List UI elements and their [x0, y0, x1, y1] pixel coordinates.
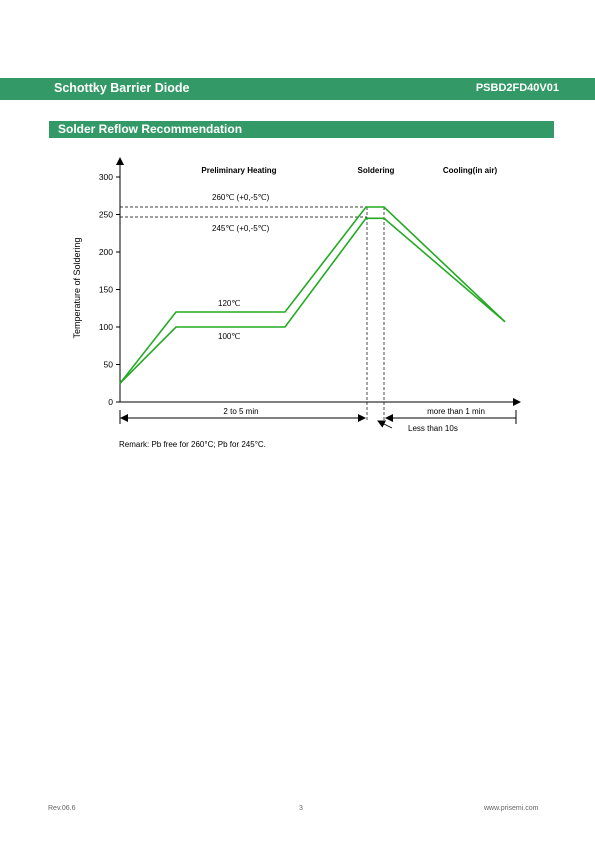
part-number: PSBD2FD40V01 [475, 82, 559, 94]
cooling-duration-label: more than 1 min [427, 407, 485, 416]
preheat-duration-label: 2 to 5 min [223, 407, 259, 416]
plateau-high-label: 120℃ [218, 299, 241, 308]
profile-line-upper [120, 207, 505, 383]
profile-line-lower [120, 218, 505, 383]
y-tick-label: 0 [108, 397, 113, 407]
y-tick-label: 150 [98, 284, 113, 295]
phase-label-preheat: Preliminary Heating [201, 166, 277, 175]
remark-note: Remark: Pb free for 260°C; Pb for 245°C. [119, 440, 266, 449]
phase-label-soldering: Soldering [357, 166, 395, 175]
phase-label-cooling: Cooling(in air) [442, 166, 498, 175]
y-tick-label: 300 [98, 172, 113, 182]
soldering-duration-label: Less than 10s [408, 424, 458, 433]
footer-url[interactable]: www.prisemi.com [484, 805, 539, 812]
profile-lines [120, 207, 505, 383]
y-tick-label: 200 [98, 247, 113, 257]
y-tick-label: 250 [98, 209, 113, 220]
y-axis-label: Temperature of Soldering [72, 237, 82, 339]
peak-high-label: 260℃ (+0,-5℃) [212, 193, 270, 202]
section-title: Solder Reflow Recommendation [58, 122, 243, 136]
y-tick-label: 50 [103, 359, 113, 370]
footer-page-number: 3 [299, 805, 303, 812]
footer-revision: Rev.06.6 [48, 805, 76, 812]
y-tick-label: 100 [98, 322, 113, 332]
y-ticks [99, 172, 120, 407]
soldering-duration-pointer [378, 421, 392, 428]
plateau-low-label: 100℃ [218, 332, 241, 341]
document-title: Schottky Barrier Diode [54, 81, 190, 95]
peak-low-label: 245℃ (+0,-5℃) [212, 224, 270, 233]
